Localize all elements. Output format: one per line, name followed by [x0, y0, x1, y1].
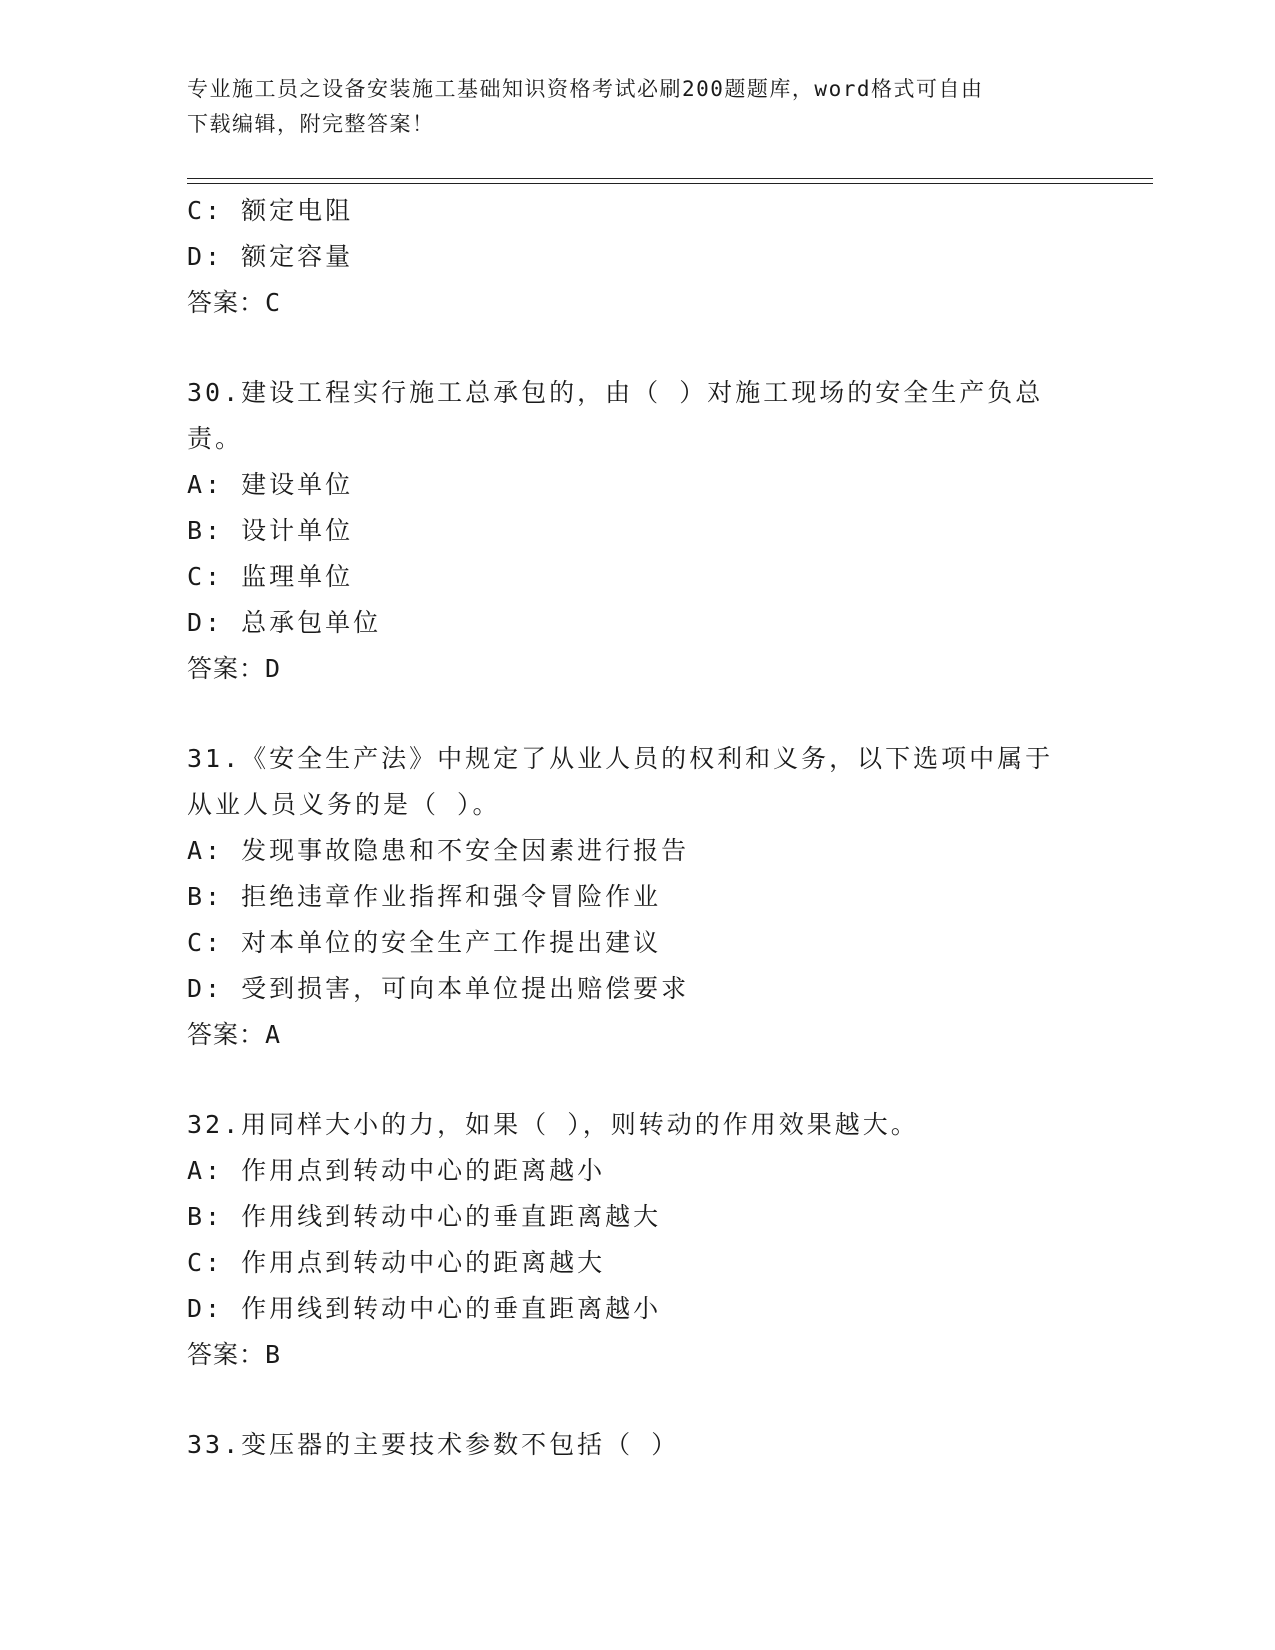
header-line-2: 下载编辑，附完整答案！ [187, 112, 435, 136]
question-stem: 32.用同样大小的力，如果（ ），则转动的作用效果越大。 [187, 1110, 919, 1139]
question-stem-continued: 从业人员义务的是（ ）。 [187, 790, 501, 819]
spacer [187, 692, 1147, 736]
question-stem: 30.建设工程实行施工总承包的，由（ ）对施工现场的安全生产负总 [187, 378, 1044, 407]
option-d: D: 总承包单位 [187, 608, 382, 637]
answer-line: 答案：D [187, 654, 282, 683]
option-d: D: 额定容量 [187, 242, 354, 271]
question-stem: 31.《安全生产法》中规定了从业人员的权利和义务，以下选项中属于 [187, 744, 1054, 773]
spacer [187, 1058, 1147, 1102]
question-30 [187, 370, 1147, 692]
spacer [187, 326, 1147, 370]
question-list [187, 188, 1147, 1468]
header-line-1: 专业施工员之设备安装施工基础知识资格考试必刷200题题库，word格式可自由 [187, 77, 984, 101]
question-stem: 33.变压器的主要技术参数不包括（ ） [187, 1430, 680, 1459]
question-29-continued [187, 188, 1147, 326]
question-33 [187, 1422, 1147, 1468]
spacer [187, 1378, 1147, 1422]
answer-line: 答案：A [187, 1020, 282, 1049]
option-c: C: 额定电阻 [187, 196, 354, 225]
header-divider-top [187, 178, 1153, 179]
question-31 [187, 736, 1147, 1058]
question-32 [187, 1102, 1147, 1378]
option-c: C: 监理单位 [187, 562, 354, 591]
option-a: A: 作用点到转动中心的距离越小 [187, 1156, 606, 1185]
option-d: D: 作用线到转动中心的垂直距离越小 [187, 1294, 662, 1323]
document-header [187, 72, 1087, 142]
question-stem-continued: 责。 [187, 424, 244, 453]
option-a: A: 建设单位 [187, 470, 354, 499]
answer-line: 答案：C [187, 288, 282, 317]
option-c: C: 作用点到转动中心的距离越大 [187, 1248, 606, 1277]
option-b: B: 设计单位 [187, 516, 354, 545]
option-a: A: 发现事故隐患和不安全因素进行报告 [187, 836, 690, 865]
header-divider-bottom [187, 183, 1153, 184]
option-b: B: 拒绝违章作业指挥和强令冒险作业 [187, 882, 662, 911]
option-b: B: 作用线到转动中心的垂直距离越大 [187, 1202, 662, 1231]
option-c: C: 对本单位的安全生产工作提出建议 [187, 928, 662, 957]
answer-line: 答案：B [187, 1340, 282, 1369]
option-d: D: 受到损害，可向本单位提出赔偿要求 [187, 974, 690, 1003]
